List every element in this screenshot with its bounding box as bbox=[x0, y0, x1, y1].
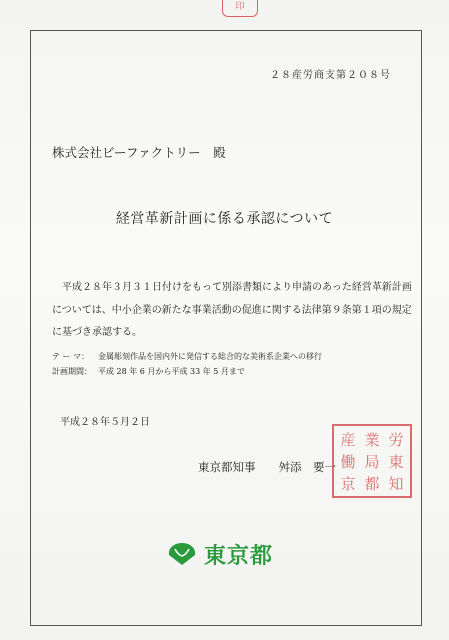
theme-row bbox=[52, 351, 322, 362]
ginkgo-leaf-icon bbox=[168, 541, 196, 567]
document-subject: 経営革新計画に係る承認について bbox=[115, 211, 334, 227]
document-number: ２８産労商支第２０８号 bbox=[270, 70, 391, 81]
theme-value: 金属彫刻作品を国内外に発信する総合的な美術系企業への移行 bbox=[98, 352, 322, 361]
seal-glyph: 産 bbox=[340, 430, 356, 449]
tokyo-logo bbox=[168, 538, 288, 570]
seal-glyph: 労 bbox=[388, 430, 404, 449]
body-line: に基づき承認する。 bbox=[52, 327, 142, 338]
seal-glyph: 知 bbox=[388, 474, 404, 493]
body-line: については、中小企業の新たな事業活動の促進に関する法律第９条第１項の規定 bbox=[52, 305, 412, 316]
seal-glyph: 東 bbox=[388, 452, 404, 471]
seal-glyph: 京 bbox=[340, 474, 356, 493]
theme-label: テ ー マ： bbox=[52, 352, 90, 361]
issue-date: 平成２８年５月２日 bbox=[60, 417, 150, 428]
period-label: 計画期間： bbox=[52, 367, 92, 376]
addressee: 株式会社ビーファクトリー 殿 bbox=[52, 145, 226, 160]
seal-glyph: 業 bbox=[364, 430, 380, 449]
seal-glyph: 働 bbox=[340, 452, 356, 471]
logo-text: 東京都 bbox=[204, 544, 274, 569]
period-row bbox=[52, 366, 245, 377]
seal-glyph: 都 bbox=[364, 474, 380, 493]
body-line: 平成２８年３月３１日付けをもって別添書類により申請のあった経営革新計画 bbox=[62, 282, 412, 293]
seal-glyph: 局 bbox=[364, 452, 380, 471]
period-value: 平成 28 年 6 月から平成 33 年 5 月まで bbox=[98, 367, 245, 376]
official-seal bbox=[332, 424, 412, 498]
top-stamp-fragment: 印 bbox=[222, 0, 258, 17]
signer: 東京都知事 舛添 要一 bbox=[198, 460, 336, 474]
